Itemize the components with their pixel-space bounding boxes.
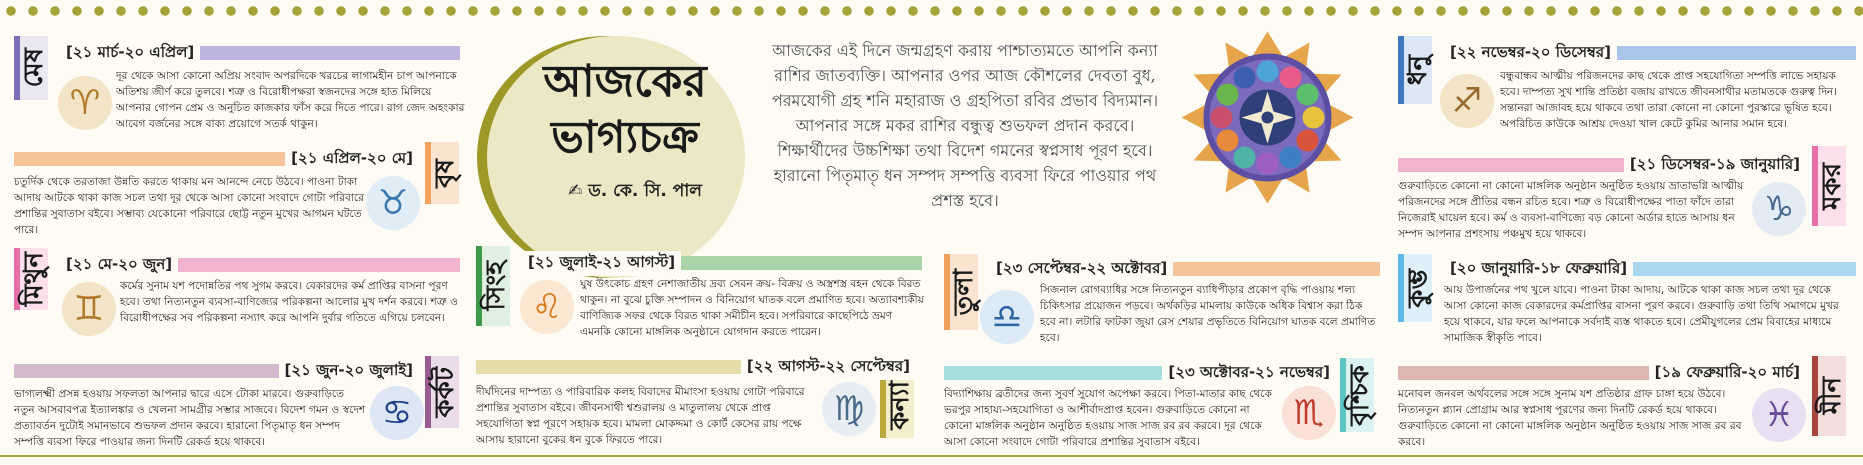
sign-name: সিংহ (481, 261, 511, 311)
date-line (200, 46, 460, 60)
sign-date-sagittarius (1444, 38, 1856, 68)
sign-name: বৃশ্চিক (1345, 364, 1375, 426)
sign-date-libra (990, 254, 1380, 284)
sign-date-text: [২৩ সেপ্টেম্বর-২২ অক্টোবর] (990, 257, 1173, 282)
pen-nib-icon: ✍ (568, 181, 583, 201)
author-name: ড. কে. সি. পাল (588, 181, 702, 201)
sign-text-libra: সিজনাল রোগব্যাধির সঙ্গে নিত্যনতুন ব্যাধিপীড়ার প্রকোপ বৃদ্ধি পাওয়ায় শল্য চিকিৎসার প্রয়োজন পড়বে। অর্থকড়ির মামলায় কাউকে অধিক বিশ্বাস করা ঠিক হবে না। লটারি ফাটকা জুয়া রেস শেয়ার প্রভৃতিতে বিনিয়োগ ঘাতক বলে প্রমাণিত হবে। (1040, 284, 1376, 344)
aries-ram-icon: ♈ (58, 76, 112, 130)
sign-date-taurus (14, 144, 419, 174)
sign-tab-scorpio (1340, 358, 1374, 432)
sign-tab-leo (476, 246, 510, 326)
sign-date-virgo (476, 352, 916, 382)
sign-text-sagittarius: বন্ধুবান্ধব আত্মীয় পরিজনদের কাছ থেকে প্রাপ্ত সহযোগিতা সম্পত্তি লাভে সহায়ক হবে। দাম্পত্য সুখ শান্তি প্রতিষ্ঠা বজায় রাখতে জীবনসাথীর মতামতকে গুরুত্ব দিন। সন্তানরা আজাবহ হয়ে থাকবে তথা তারা কোনো না কোনো পুরস্কারে ভূষিত হবে। অপরিচিত কাউকে আশ্রয় দেওয়া খাল কেটে কুমির আনার সমান হবে। (1500, 70, 1838, 130)
sign-date-cancer (14, 356, 419, 386)
virgo-maiden-icon: ♍ (822, 382, 876, 436)
sign-date-leo (522, 248, 922, 278)
dotted-top-border (0, 2, 1863, 20)
sign-name: তুলা (949, 268, 979, 316)
title-line-1: আজকের (543, 56, 707, 107)
sign-date-text: [২১ মার্চ-২০ এপ্রিল] (60, 41, 200, 66)
sign-name: মেষ (19, 48, 49, 88)
sign-name: ধনু (1403, 54, 1433, 86)
sign-date-text: [২১ এপ্রিল-২০ মে] (285, 147, 419, 172)
date-line (1173, 262, 1380, 276)
gemini-twins-icon: ♊ (62, 282, 116, 336)
sign-date-scorpio (944, 358, 1336, 388)
cancer-crab-icon: ♋ (370, 386, 424, 440)
sign-date-text: [২২ আগস্ট-২২ সেপ্টেম্বর] (741, 355, 916, 380)
date-line (178, 258, 460, 272)
sign-tab-aquarius (1398, 254, 1432, 322)
sign-text-scorpio: বিদ্যাশিক্ষায় ব্রতীদের জন্য সুবর্ণ সুযোগ অপেক্ষা করবে। পিতা-মাতার কাছ থেকে ভরপুর সাহায্য-সহযোগিতা ও আশীর্বাদপ্রাপ্ত হবেন। গুরুবাড়িতে কোনো না কোনো মাঙ্গলিক অনুষ্ঠান অনুষ্ঠিত হওয়ায় সাজ সাজ রব রব করবে। দূর থেকে আসা কোনো সংবাদে গোটা পরিবারে প্রশান্তির সুবাতাস বইবে। (944, 388, 1272, 448)
sign-name: মীন (1817, 377, 1847, 415)
sign-tab-sagittarius (1398, 36, 1432, 104)
taurus-bull-icon: ♉ (366, 176, 420, 230)
sign-text-capricorn: গুরুবাড়িতে কোনো না কোনো মাঙ্গলিক অনুষ্ঠান অনুষ্ঠিত হওয়ায় ভ্রাতাভগ্নি আত্মীয় পরিজনদের সঙ্গে প্রীতির বন্ধন রচিত হবে। শত্রু ও বিরোধীপক্ষের পাতা ফাঁদে তারা নিজেরাই ঘায়েল হবে। কর্ম ও ব্যবসা-বাণিজ্যে বড় কোনো অর্ডার হাতে আসায় ধন সম্পদ আপনার প্রশংসায় পঞ্চমুখ হয়ে থাকবে। (1398, 180, 1744, 240)
leo-lion-icon: ♌ (520, 280, 574, 334)
sign-date-aries (60, 38, 460, 68)
sign-date-text: [২১ মে-২০ জুন] (60, 253, 178, 278)
date-line (476, 360, 741, 374)
sign-tab-gemini (14, 248, 48, 310)
sign-date-text: [১৯ ফেব্রুয়ারি-২০ মার্চ] (1649, 361, 1806, 386)
sign-date-pisces (1398, 358, 1806, 388)
sign-date-text: [২১ জুলাই-২১ আগস্ট] (522, 251, 681, 276)
bottom-rule (0, 455, 1863, 457)
sign-date-text: [২১ ডিসেম্বর-১৯ জানুয়ারি] (1624, 153, 1806, 178)
sign-date-text: [২০ জানুয়ারি-১৮ ফেব্রুয়ারি] (1444, 257, 1633, 282)
date-line (14, 364, 279, 378)
sign-text-virgo: দীর্ঘদিনের দাম্পত্য ও পারিবারিক কলহ বিবাদের মীমাংসা হওয়ায় গোটা পরিবারে প্রশান্তির সুবাতাস বইবে। জীবনসাথী শ্বশুরালয় ও মাতুলালয় থেকে প্রাপ্ত সহযোগিতা স্বপ্ন পূরণে সহায়ক হবে। মামলা মোকদ্দমা ও কোর্ট কেসের রায় পক্ষে আসায় হারানো বুকের ধন বুকে ফিরতে পারে। (476, 386, 805, 446)
date-line (944, 366, 1162, 380)
sign-tab-cancer (425, 356, 459, 428)
sign-text-cancer: ভাগ্যলক্ষ্মী প্রসন্ন হওয়ায় সফলতা আপনার দ্বারে এসে টোকা মারবে। গুরুবাড়িতে নতুন আসবাবপত্র ইত্যালঙ্কার ও খেলনা সামগ্রীর সম্ভার সাজবে। বিদেশ গমন ও স্বদেশ প্রত্যাবর্তন দুটোই সমানভাবে শুভফল প্রদান করবে। হারানো পিতৃমাতৃ ধন সম্পদ সম্পত্তি ব্যবসা ফিরে পাওয়ার জন্য দিনটি রেকর্ড হয়ে থাকবে। (14, 388, 366, 448)
sign-name: বৃষ (430, 158, 460, 188)
scorpio-scorpion-icon: ♏ (1282, 386, 1336, 440)
title-line-2: ভাগ্যচক্র (551, 112, 699, 163)
date-line (681, 256, 922, 270)
sign-date-text: [২১ জুন-২০ জুলাই] (279, 359, 420, 384)
sign-date-text: [২২ নভেম্বর-২০ ডিসেম্বর] (1444, 41, 1617, 66)
page-title (520, 54, 730, 166)
sign-text-aries: দূর থেকে আসা কোনো অপ্রিয় সংবাদ অপরদিকে খরচের লাগামহীন চাপ আপনাকে অতিশয় জীর্ণ করে তুলবে। শত্রু ও বিরোধীপক্ষরা স্বজনদের সঙ্গে হাত মিলিয়ে আপনার গোপন প্রেম ও অনুচিত কাজকার ফাঁস করে দিতে পারে। রাগ জেদ অহংকার আবেগ বর্জনের সঙ্গে বাক্য প্রয়োগে সতর্ক থাকুন। (116, 70, 465, 130)
sign-name: কন্যা (885, 380, 915, 430)
sign-date-text: [২৩ অক্টোবর-২১ নভেম্বর] (1162, 361, 1336, 386)
sign-name: কর্কট (430, 366, 460, 418)
date-line (1398, 366, 1649, 380)
capricorn-goat-icon: ♑ (1752, 182, 1806, 236)
sagittarius-archer-icon: ♐ (1440, 74, 1494, 128)
zodiac-wheel-icon (1180, 30, 1355, 205)
sign-tab-taurus (425, 142, 459, 204)
sign-tab-aries (14, 36, 48, 100)
sign-date-capricorn (1398, 150, 1806, 180)
sign-name: মিথুন (19, 251, 49, 307)
sign-date-gemini (60, 250, 460, 280)
author-byline (545, 178, 725, 206)
date-line (1617, 46, 1856, 60)
sign-text-leo: ঘুষ উৎকোচ গ্রহণ নেশাজাতীয় দ্রব্য সেবন ক্রয়- বিক্রয় ও অস্ত্রশস্ত্র বহন থেকে বিরত থাকুন। না বুঝে চুক্তি সম্পাদন ও বিনিয়োগ ঘাতক বলে প্রমাণিত হবে। অত্যাবশ্যকীয় বাণিজ্যিক সফর থেকে বিরত থাকা সমীচীন হবে। সপরিবারে কাছেপিঠে ভ্রমণ এমনকি কোনো মাঙ্গলিক অনুষ্ঠানে যোগদান করতে পারেন। (580, 278, 924, 338)
pisces-fish-icon: ♓ (1752, 388, 1806, 442)
date-line (1398, 158, 1624, 172)
sign-name: কুম্ভ (1403, 268, 1433, 308)
sign-tab-capricorn (1812, 146, 1846, 226)
sign-tab-pisces (1812, 356, 1846, 436)
sign-text-pisces: মনোবল জনবল অর্থবলের সঙ্গে সঙ্গে সুনাম যশ প্রতিষ্ঠার গ্রাফ চাঙ্গা হয়ে উঠবে। নিত্যনতুন প্ল্যান প্রোগ্রাম আর স্বপ্নসাধ পূরণের জন্য দিনটি রেকর্ড হয়ে থাকবে। গুরুবাড়িতে কোনো না কোনো মাঙ্গলিক অনুষ্ঠান অনুষ্ঠিত হওয়ায় সাজ সাজ রব রব করবে। (1398, 388, 1742, 448)
sign-tab-libra (944, 254, 978, 330)
sign-text-gemini: কর্মের সুনাম যশ পদোন্নতির পথ সুগম করবে। বেকারদের কর্ম প্রাপ্তির বাসনা পূরণ হবে। তথা নিত্যনতুন ব্যবসা-বাণিজ্যের পরিকল্পনা আলোর মুখ দর্শন করবে। শত্রু ও বিরোধীপক্ষের সব পরিকল্পনা নস্যাৎ করে আপনি দুর্বার গতিতে এগিয়ে চলবেন। (120, 280, 458, 324)
date-line (14, 152, 285, 166)
intro-paragraph: আজকের এই দিনে জন্মগ্রহণ করায় পাশ্চাত্যমতে আপনি কন্যা রাশির জাতব্যক্তি। আপনার ওপর আজ কৌশলের দেবতা বুধ, পরমযোগী গ্রহ শনি মহারাজ ও গ্রহপিতা রবির প্রভাব বিদ্যমান। আপনার সঙ্গে মকর রাশির বন্ধুত্ব শুভফল প্রদান করবে। শিক্ষার্থীদের উচ্চশিক্ষা তথা বিদেশ গমনের স্বপ্নসাধ পূরণ হবে। হারানো পিতৃমাতৃ ধন সম্পদ সম্পত্তি ব্যবসা ফিরে পাওয়ার পথ প্রশস্ত হবে। (771, 41, 1159, 210)
sign-name: মকর (1817, 162, 1847, 210)
sign-date-aquarius (1444, 254, 1856, 284)
date-line (1633, 262, 1856, 276)
sign-text-aquarius: আয় উপার্জনের পথ খুলে যাবে। পাওনা টাকা আদায়, আটকে থাকা কাজ সচল তথা দূর থেকে আসা কোনো কাজ বেকারদের কর্মপ্রাপ্তির বাসনা পূরণ করবে। গুরুবাড়ি তথা তিথি সমাগমে মুখর হয়ে থাকবে, যার ফলে আপনাকে সর্বদাই ব্যস্ত থাকতে হবে। প্রেমীযুগলের প্রেম বিবাহের মাধ্যমে সামাজিক স্বীকৃতি পাবে। (1444, 284, 1839, 344)
sign-text-taurus: চতুর্দিক থেকে তরতাজা উন্নতি করতে থাকায় মন আনন্দে নেচে উঠবে। পাওনা টাকা আদায় আটকে থাকা কাজ সচল তথা দূর থেকে আসা কোনো সংবাদে গোটা পরিবারে প্রশান্তির সুবাতাস বইবে। সম্ভাব্য যেকোনো পরিবারে ছোট্ট নতুন মুখের আগমন ঘটতে পারে। (14, 176, 364, 236)
libra-scales-icon: ♎ (980, 290, 1034, 344)
